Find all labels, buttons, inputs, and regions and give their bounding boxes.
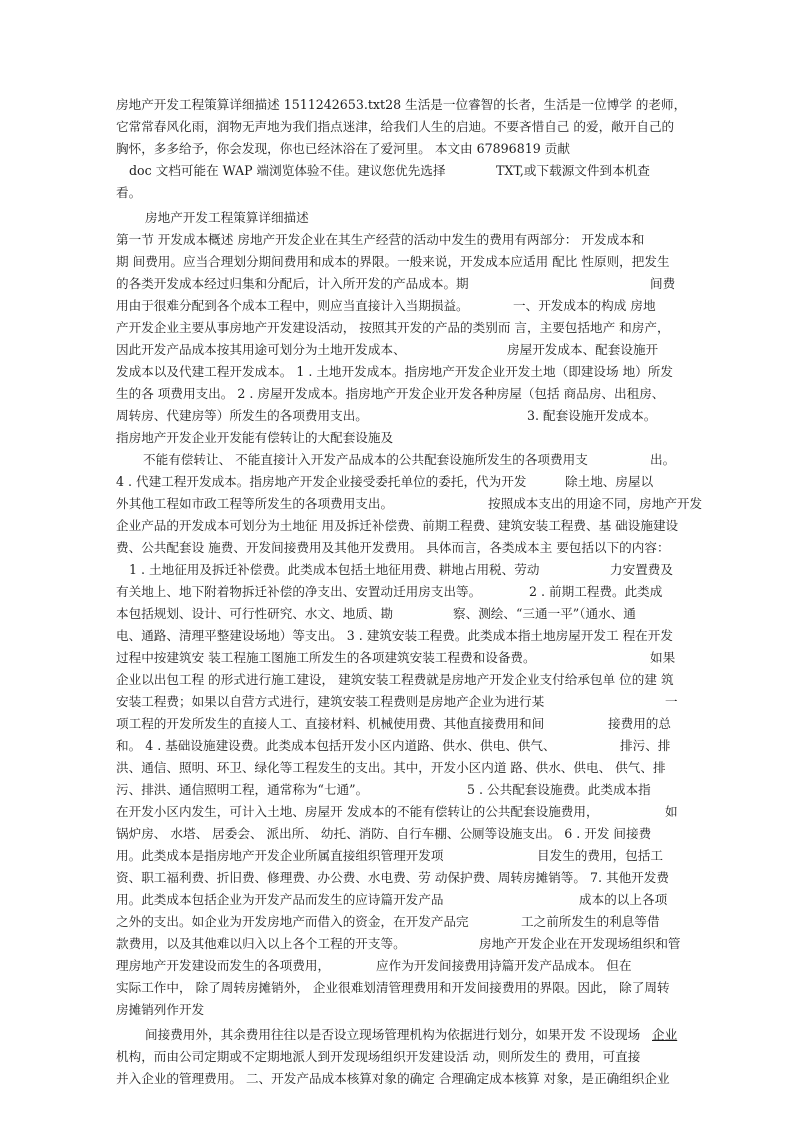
text-line: 4 . 代建工程开发成本。指房地产开发企业接受委托单位的委托，代为开发 <box>116 474 527 489</box>
text-line: 用。此类成本包括企业为开发产品而发生的应诗篇开发产品 <box>116 892 444 907</box>
text-line: 电、通路、清理平整建设场地）等支出。 3 . 建筑安装工程费。此类成本指土地房屋开发工 程在开发 <box>116 628 673 643</box>
text-line: 房地产开发工程策算详细描述 1511242653.txt28 生活是一位睿智的长者，生活是一位博学 的老师， <box>116 97 687 112</box>
text-line: 2 . 前期工程费。此类成 <box>529 584 663 599</box>
text-line: 并入企业的管理费用。 二、开发产品成本核算对象的确定 合理确定成本核算 对象，是正确组织企业 <box>116 1071 670 1086</box>
text-line: 企业 <box>652 1027 678 1042</box>
text-line: 实际工作中， 除了周转房摊销外， 企业很难划清管理费用和开发间接费用的界限。因此， 除了周转 <box>116 980 670 995</box>
text-line: 出。 <box>650 452 676 467</box>
text-line: 锅炉房、 水塔、 居委会、 派出所、 幼托、消防、自行车棚、公厕等设施支出。 6 . 开发 间接费 <box>116 826 652 841</box>
text-line: doc 文档可能在 WAP 端浏览体验不佳。建议您优先选择 <box>129 163 446 178</box>
text-line: 的各类开发成本经过归集和分配后，计入所开发的产品成本。期 <box>116 276 469 291</box>
text-line: 期 间费用。应当合理划分期间费用和成本的界限。一般来说，开发成本应适用 配比 性原则，把发生 <box>116 254 670 269</box>
text-line: 在开发小区内发生，可计入土地、房屋开 发成本的不能有偿转让的公共配套设施费用， <box>116 804 599 819</box>
text-line: 诗篇开发产品成本。 但在 <box>489 958 632 973</box>
text-line: TXT,或下载源文件到本机查 <box>496 163 650 178</box>
text-line: 和。 4 . 基础设施建设费。此类成本包括开发小区内道路、供水、供电、供气、 <box>116 738 556 753</box>
text-line: 胸怀，多多给予，你会发现，你也已经沐浴在了爱河里。 本文由 67896819 贡献 <box>116 141 570 156</box>
text-line: 本包括规划、设计、可行性研究、水文、地质、勘 <box>116 606 394 621</box>
text-line: 企业以出包工程 的形式进行施工建设， 建筑安装工程费就是房地产开发企业支付给承包单 位的建 筑 <box>116 672 674 687</box>
heading: 房地产开发工程策算详细描述 <box>145 210 309 225</box>
text-line: 款费用，以及其他难以归入以上各个工程的开支等。 <box>116 936 406 951</box>
text-line: 它常常春风化雨，润物无声地为我们指点迷津，给我们人生的启迪。不要吝惜自己 的爱，敞开自己的 <box>116 119 675 134</box>
text-line: 力安置费及 <box>610 562 673 577</box>
text-line: 洪、通信、照明、环卫、绿化等工程发生的支出。其中，开发小区内道 路、供水、供电、 供气、排 <box>116 760 666 775</box>
text-line: 房地产开发企业在开发现场组织和管 <box>479 936 681 951</box>
text-line: 第一节 开发成本概述 房地产开发企业在其生产经营的活动中发生的费用有两部分： 开发成本和 <box>116 232 645 247</box>
text-line: 房屋开发成本、配套设施开 <box>507 342 659 357</box>
text-line: 企业产品的开发成本可划分为土地征 用及拆迁补偿费、前期工程费、建筑安装工程费、基 础设施建设 <box>116 518 679 533</box>
text-line: 排污、排 <box>620 738 671 753</box>
text-line: 房摊销列作开发 <box>116 1002 205 1017</box>
text-line: 应作为开发间接费用， <box>376 958 502 973</box>
text-line: 间费 <box>650 276 676 291</box>
text-line: 外其他工程如市政工程等所发生的各项费用支出。 <box>116 496 394 511</box>
text-line: 因此开发产品成本按其用途可划分为土地开发成本、 <box>116 342 406 357</box>
text-line: 用。此类成本是指房地产开发企业所属直接组织管理开发项 <box>116 848 444 863</box>
text-line: 察、测绘、“三通一平”（通水、通 <box>453 606 636 621</box>
text-line: 指房地产开发企业开发能有偿转让的大配套设施及 <box>116 430 394 445</box>
text-line: 产开发企业主要从事房地产开发建设活动， 按照其开发的产品的类别而 言，主要包括地产 和房产， <box>116 320 670 335</box>
text-line: 有关地上、地下附着物拆迁补偿的净支出、安置动迁用房支出等。 <box>116 584 482 599</box>
text-line: 周转房、代建房等）所发生的各项费用支出。 <box>116 408 368 423</box>
text-line: 3. 配套设施开发成本。 <box>527 408 657 423</box>
text-line: 机构，而由公司定期或不定期地派人到开发现场组织开发建设活 动，则所发生的 费用，可直接 <box>116 1049 641 1064</box>
text-line: 一 <box>665 694 678 709</box>
text-line: 项工程的开发所发生的直接人工、直接材料、机械使用费、其他直接费用和间 <box>116 716 545 731</box>
text-line: 成本的以上各项 <box>579 892 668 907</box>
text-line: 一、开发成本的构成 房地 <box>513 298 656 313</box>
text-line: 之外的支出。如企业为开发房地产而借入的资金，在开发产品完 <box>116 914 469 929</box>
text-line: 生的各 项费用支出。 2 . 房屋开发成本。指房地产开发企业开发各种房屋（包括 商品房、出租房、 <box>116 386 665 401</box>
text-line: 理房地产开发建设而发生的各项费用， <box>116 958 331 973</box>
text-line: 安装工程费；如果以自营方式进行，建筑安装工程费则是房地产企业为进行某 <box>116 694 545 709</box>
text-line: 间接费用外，其余费用往往以是否设立现场管理机构为依据进行划分，如果开发 不设现场 <box>145 1027 641 1042</box>
text-line: 接费用的总 <box>608 716 671 731</box>
text-line: 除土地、房屋以 <box>565 474 654 489</box>
text-line: 不能有偿转让、 不能直接计入开发产品成本的公共配套设施所发生的各项费用支 <box>143 452 588 467</box>
text-line: 按照成本支出的用途不同，房地产开发 <box>488 496 703 511</box>
text-line: 如 <box>665 804 678 819</box>
text-line: 看。 <box>116 185 142 200</box>
text-line: 污、排洪、通信照明工程，通常称为“七通”。 <box>116 782 369 797</box>
text-line: 过程中按建筑安 装工程施工图施工所发生的各项建筑安装工程费和设备费。 <box>116 650 536 665</box>
text-line: 5 . 公共配套设施费。此类成本指 <box>467 782 651 797</box>
text-line: 工之前所发生的利息等借 <box>521 914 660 929</box>
text-line: 发成本以及代建工程开发成本。 1 . 土地开发成本。指房地产开发企业开发土地（即建设场 地）所发 <box>116 364 673 379</box>
text-line: 目发生的费用，包括工 <box>537 848 663 863</box>
text-line: 如果 <box>650 650 676 665</box>
text-line: 用由于很难分配到各个成本工程中，则应当直接计入当期损益。 <box>116 298 469 313</box>
text-line: 资、职工福利费、折旧费、修理费、办公费、水电费、劳 动保护费、周转房摊销等。 7. 其他开发费 <box>116 870 669 885</box>
text-line: 1 . 土地征用及拆迁补偿费。此类成本包括土地征用费、耕地占用税、劳动 <box>129 562 540 577</box>
text-line: 费、公共配套设 施费、开发间接费用及其他开发费用。 具体而言，各类成本主 要包括以下的内容： <box>116 540 670 555</box>
